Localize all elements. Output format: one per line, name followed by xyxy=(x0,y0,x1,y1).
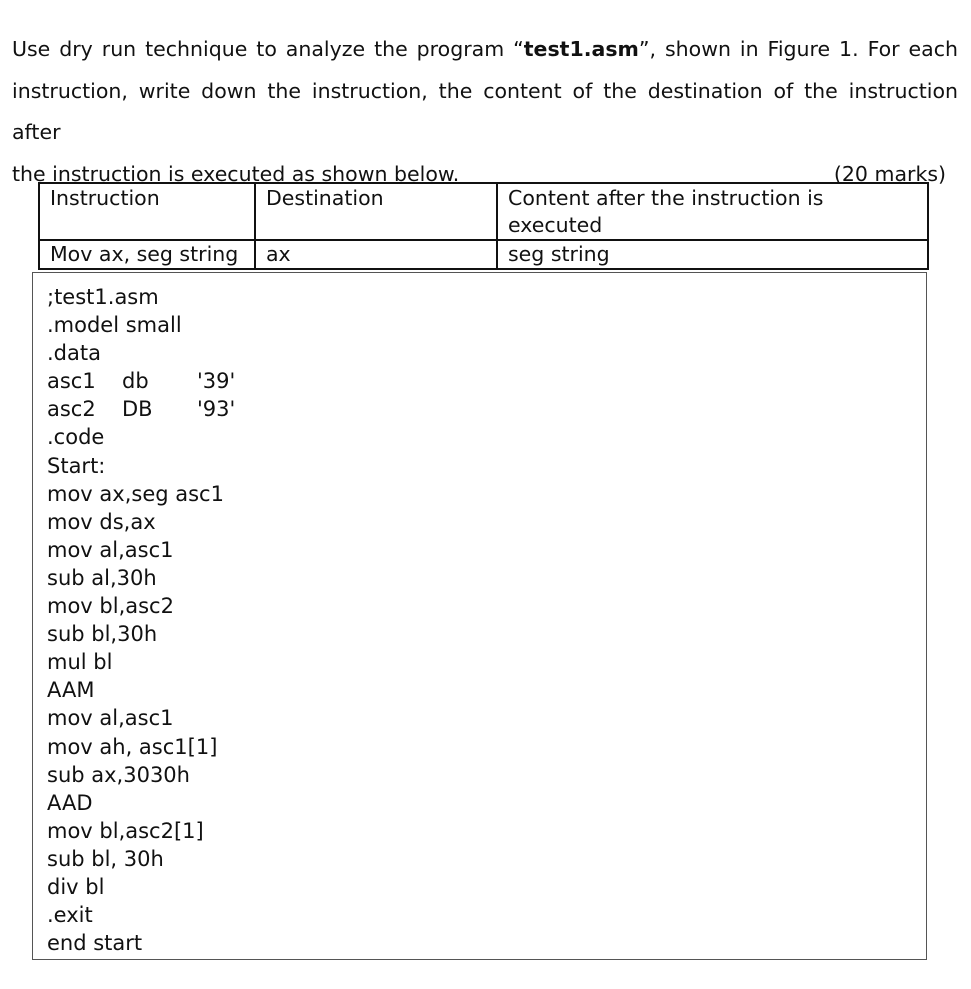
header-content: Content after the instruction is executed xyxy=(497,183,928,240)
code-line: mov ah, asc1[1] xyxy=(47,734,218,759)
code-line: Start: xyxy=(47,453,106,478)
code-line: end start xyxy=(47,931,143,956)
example-destination: ax xyxy=(255,240,497,269)
example-instruction: Mov ax, seg string xyxy=(39,240,255,269)
question-line-1-start: Use dry run technique to analyze the program “ xyxy=(12,37,524,61)
code-line: mov ax,seg asc1 xyxy=(47,481,224,506)
code-line: mov al,asc1 xyxy=(47,537,174,562)
data-name: asc2 xyxy=(47,397,96,422)
code-line: AAM xyxy=(47,678,95,703)
data-value: '39' xyxy=(197,369,236,394)
code-line: AAD xyxy=(47,790,93,815)
example-content: seg string xyxy=(497,240,928,269)
code-line: sub ax,3030h xyxy=(47,762,190,787)
code-line: sub al,30h xyxy=(47,565,157,590)
header-instruction: Instruction xyxy=(39,183,255,240)
program-listing xyxy=(32,272,927,960)
data-declaration xyxy=(47,395,926,423)
code-line: .code xyxy=(47,425,105,450)
code-line: .data xyxy=(47,341,101,366)
data-declaration xyxy=(47,367,926,395)
marks-label: (20 marks) xyxy=(833,161,946,186)
data-type: db xyxy=(122,369,149,394)
question-line-2: instruction, write down the instruction, the content of the destination of the instruction after xyxy=(12,78,958,144)
question-line-1 xyxy=(12,29,958,71)
data-value: '93' xyxy=(197,397,236,422)
code-line: mov ds,ax xyxy=(47,509,156,534)
code-line: mov al,asc1 xyxy=(47,706,174,731)
code-line: div bl xyxy=(47,874,105,899)
code-line: mov bl,asc2[1] xyxy=(47,818,204,843)
table-header-row xyxy=(39,183,928,240)
code-line: mul bl xyxy=(47,650,113,675)
code-line: .model small xyxy=(47,313,182,338)
code-line: ;test1.asm xyxy=(47,285,159,309)
code-line: mov bl,asc2 xyxy=(47,594,174,619)
table-row xyxy=(39,240,928,269)
question-line-3-text: the instruction is executed as shown below. xyxy=(12,161,460,186)
question-line-1-end: ”, shown in Figure 1. For each xyxy=(638,37,958,61)
question-text xyxy=(12,29,958,195)
program-filename: test1.asm xyxy=(523,37,639,61)
code-line: sub bl,30h xyxy=(47,622,158,647)
data-name: asc1 xyxy=(47,369,96,394)
code-line: sub bl, 30h xyxy=(47,846,164,871)
data-type: DB xyxy=(122,397,153,422)
code-line: .exit xyxy=(47,903,93,928)
answer-table xyxy=(38,182,929,270)
header-destination: Destination xyxy=(255,183,497,240)
